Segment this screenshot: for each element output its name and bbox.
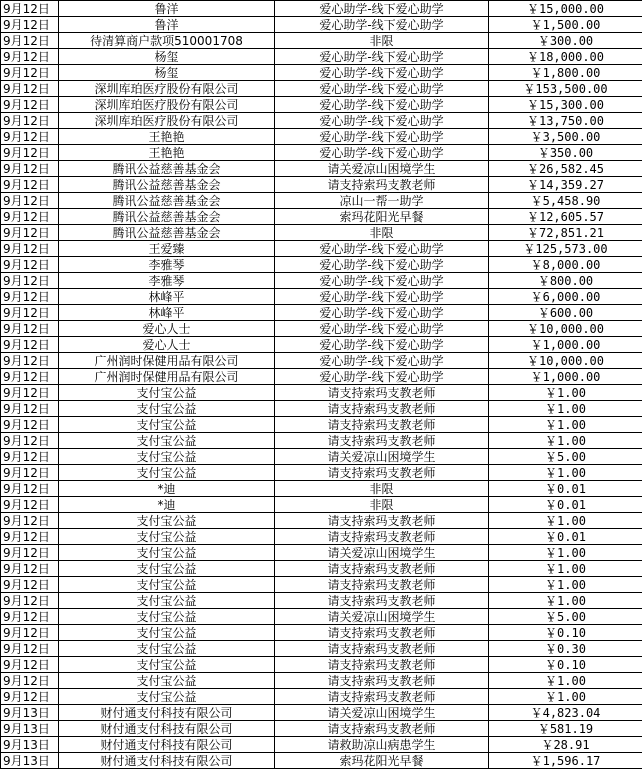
table-row — [1, 177, 642, 193]
donor-cell: 支付宝公益 — [59, 689, 275, 705]
donor-cell: 支付宝公益 — [59, 433, 275, 449]
table-row — [1, 337, 642, 353]
project-cell: 请支持索玛支教老师 — [275, 433, 489, 449]
project-cell: 爱心助学-线下爱心助学 — [275, 369, 489, 385]
date-cell: 9月12日 — [1, 17, 59, 33]
table-row — [1, 17, 642, 33]
date-cell: 9月12日 — [1, 561, 59, 577]
amount-cell: ￥1.00 — [489, 385, 642, 401]
project-cell: 爱心助学-线下爱心助学 — [275, 241, 489, 257]
donor-cell: 王艳艳 — [59, 145, 275, 161]
donor-cell: 林峰平 — [59, 305, 275, 321]
donor-cell: 待清算商户款项510001708 — [59, 33, 275, 49]
project-cell: 请关爱凉山困境学生 — [275, 705, 489, 721]
amount-cell: ￥1,500.00 — [489, 17, 642, 33]
donor-cell: 腾讯公益慈善基金会 — [59, 177, 275, 193]
donor-cell: 林峰平 — [59, 289, 275, 305]
date-cell: 9月12日 — [1, 321, 59, 337]
amount-cell: ￥4,823.04 — [489, 705, 642, 721]
table-row — [1, 209, 642, 225]
amount-cell: ￥1.00 — [489, 689, 642, 705]
amount-cell: ￥5,458.90 — [489, 193, 642, 209]
amount-cell: ￥1.00 — [489, 417, 642, 433]
amount-cell: ￥1.00 — [489, 465, 642, 481]
date-cell: 9月12日 — [1, 49, 59, 65]
date-cell: 9月12日 — [1, 289, 59, 305]
table-row — [1, 1, 642, 17]
project-cell: 爱心助学-线下爱心助学 — [275, 97, 489, 113]
project-cell: 爱心助学-线下爱心助学 — [275, 81, 489, 97]
project-cell: 爱心助学-线下爱心助学 — [275, 65, 489, 81]
date-cell: 9月12日 — [1, 401, 59, 417]
amount-cell: ￥10,000.00 — [489, 321, 642, 337]
donor-cell: 李雅琴 — [59, 273, 275, 289]
table-row — [1, 449, 642, 465]
donor-cell: 李雅琴 — [59, 257, 275, 273]
table-row — [1, 33, 642, 49]
table-row — [1, 593, 642, 609]
table-row — [1, 657, 642, 673]
donor-cell: 财付通支付科技有限公司 — [59, 737, 275, 753]
table-row — [1, 545, 642, 561]
table-row — [1, 257, 642, 273]
donor-cell: *迪 — [59, 481, 275, 497]
table-row — [1, 497, 642, 513]
date-cell: 9月12日 — [1, 641, 59, 657]
project-cell: 爱心助学-线下爱心助学 — [275, 337, 489, 353]
project-cell: 请关爱凉山困境学生 — [275, 609, 489, 625]
table-row — [1, 273, 642, 289]
table-row — [1, 385, 642, 401]
amount-cell: ￥125,573.00 — [489, 241, 642, 257]
amount-cell: ￥10,000.00 — [489, 353, 642, 369]
amount-cell: ￥1,000.00 — [489, 369, 642, 385]
amount-cell: ￥1,596.17 — [489, 753, 642, 769]
project-cell: 凉山一帮一助学 — [275, 193, 489, 209]
amount-cell: ￥5.00 — [489, 609, 642, 625]
donor-cell: 腾讯公益慈善基金会 — [59, 225, 275, 241]
amount-cell: ￥1.00 — [489, 577, 642, 593]
table-row — [1, 289, 642, 305]
project-cell: 请关爱凉山困境学生 — [275, 545, 489, 561]
donor-cell: 王爱臻 — [59, 241, 275, 257]
donor-cell: 支付宝公益 — [59, 385, 275, 401]
project-cell: 请支持索玛支教老师 — [275, 625, 489, 641]
project-cell: 请支持索玛支教老师 — [275, 673, 489, 689]
date-cell: 9月12日 — [1, 129, 59, 145]
table-row — [1, 433, 642, 449]
amount-cell: ￥5.00 — [489, 449, 642, 465]
table-row — [1, 193, 642, 209]
date-cell: 9月13日 — [1, 705, 59, 721]
donation-rows — [1, 1, 642, 769]
donor-cell: 支付宝公益 — [59, 609, 275, 625]
amount-cell: ￥13,750.00 — [489, 113, 642, 129]
date-cell: 9月12日 — [1, 1, 59, 17]
donor-cell: 爱心人士 — [59, 321, 275, 337]
project-cell: 爱心助学-线下爱心助学 — [275, 17, 489, 33]
date-cell: 9月12日 — [1, 81, 59, 97]
date-cell: 9月12日 — [1, 465, 59, 481]
amount-cell: ￥0.10 — [489, 625, 642, 641]
project-cell: 请支持索玛支教老师 — [275, 465, 489, 481]
date-cell: 9月12日 — [1, 513, 59, 529]
date-cell: 9月13日 — [1, 721, 59, 737]
table-row — [1, 161, 642, 177]
project-cell: 请救助凉山病患学生 — [275, 737, 489, 753]
amount-cell: ￥1.00 — [489, 545, 642, 561]
project-cell: 请支持索玛支教老师 — [275, 417, 489, 433]
table-row — [1, 417, 642, 433]
date-cell: 9月12日 — [1, 193, 59, 209]
project-cell: 爱心助学-线下爱心助学 — [275, 257, 489, 273]
date-cell: 9月12日 — [1, 497, 59, 513]
donor-cell: 杨玺 — [59, 49, 275, 65]
table-row — [1, 65, 642, 81]
amount-cell: ￥18,000.00 — [489, 49, 642, 65]
donor-cell: 支付宝公益 — [59, 577, 275, 593]
project-cell: 请支持索玛支教老师 — [275, 689, 489, 705]
table-row — [1, 81, 642, 97]
date-cell: 9月12日 — [1, 337, 59, 353]
table-row — [1, 737, 642, 753]
table-row — [1, 145, 642, 161]
donor-cell: 财付通支付科技有限公司 — [59, 753, 275, 769]
date-cell: 9月12日 — [1, 593, 59, 609]
donor-cell: 杨玺 — [59, 65, 275, 81]
project-cell: 请支持索玛支教老师 — [275, 721, 489, 737]
project-cell: 请支持索玛支教老师 — [275, 657, 489, 673]
project-cell: 非限 — [275, 497, 489, 513]
donor-cell: 支付宝公益 — [59, 561, 275, 577]
amount-cell: ￥1.00 — [489, 401, 642, 417]
amount-cell: ￥15,000.00 — [489, 1, 642, 17]
project-cell: 爱心助学-线下爱心助学 — [275, 353, 489, 369]
amount-cell: ￥1.00 — [489, 673, 642, 689]
donor-cell: 支付宝公益 — [59, 673, 275, 689]
project-cell: 爱心助学-线下爱心助学 — [275, 321, 489, 337]
project-cell: 请支持索玛支教老师 — [275, 561, 489, 577]
amount-cell: ￥350.00 — [489, 145, 642, 161]
amount-cell: ￥1.00 — [489, 593, 642, 609]
amount-cell: ￥3,500.00 — [489, 129, 642, 145]
table-row — [1, 401, 642, 417]
table-row — [1, 609, 642, 625]
date-cell: 9月12日 — [1, 161, 59, 177]
amount-cell: ￥1.00 — [489, 561, 642, 577]
date-cell: 9月12日 — [1, 657, 59, 673]
date-cell: 9月12日 — [1, 241, 59, 257]
donor-cell: 腾讯公益慈善基金会 — [59, 209, 275, 225]
date-cell: 9月12日 — [1, 225, 59, 241]
amount-cell: ￥0.10 — [489, 657, 642, 673]
date-cell: 9月13日 — [1, 753, 59, 769]
table-row — [1, 353, 642, 369]
project-cell: 请关爱凉山困境学生 — [275, 161, 489, 177]
donor-cell: 王艳艳 — [59, 129, 275, 145]
date-cell: 9月12日 — [1, 209, 59, 225]
date-cell: 9月12日 — [1, 481, 59, 497]
table-row — [1, 721, 642, 737]
donor-cell: 支付宝公益 — [59, 641, 275, 657]
table-row — [1, 753, 642, 769]
date-cell: 9月12日 — [1, 97, 59, 113]
donor-cell: 财付通支付科技有限公司 — [59, 721, 275, 737]
date-cell: 9月12日 — [1, 673, 59, 689]
amount-cell: ￥300.00 — [489, 33, 642, 49]
table-row — [1, 225, 642, 241]
table-row — [1, 465, 642, 481]
table-row — [1, 625, 642, 641]
amount-cell: ￥153,500.00 — [489, 81, 642, 97]
amount-cell: ￥72,851.21 — [489, 225, 642, 241]
donor-cell: 支付宝公益 — [59, 593, 275, 609]
donor-cell: 支付宝公益 — [59, 401, 275, 417]
date-cell: 9月12日 — [1, 577, 59, 593]
project-cell: 请关爱凉山困境学生 — [275, 449, 489, 465]
amount-cell: ￥600.00 — [489, 305, 642, 321]
date-cell: 9月12日 — [1, 33, 59, 49]
project-cell: 爱心助学-线下爱心助学 — [275, 113, 489, 129]
date-cell: 9月12日 — [1, 353, 59, 369]
table-row — [1, 689, 642, 705]
donor-cell: 鲁洋 — [59, 1, 275, 17]
donor-cell: 支付宝公益 — [59, 625, 275, 641]
date-cell: 9月12日 — [1, 689, 59, 705]
date-cell: 9月12日 — [1, 449, 59, 465]
donor-cell: 深圳库珀医疗股份有限公司 — [59, 97, 275, 113]
donor-cell: 深圳库珀医疗股份有限公司 — [59, 81, 275, 97]
donor-cell: 鲁洋 — [59, 17, 275, 33]
date-cell: 9月12日 — [1, 305, 59, 321]
project-cell: 请支持索玛支教老师 — [275, 641, 489, 657]
amount-cell: ￥12,605.57 — [489, 209, 642, 225]
project-cell: 索玛花阳光早餐 — [275, 753, 489, 769]
amount-cell: ￥1.00 — [489, 513, 642, 529]
project-cell: 非限 — [275, 225, 489, 241]
project-cell: 爱心助学-线下爱心助学 — [275, 305, 489, 321]
project-cell: 爱心助学-线下爱心助学 — [275, 129, 489, 145]
donor-cell: 广州润时保健用品有限公司 — [59, 353, 275, 369]
amount-cell: ￥800.00 — [489, 273, 642, 289]
amount-cell: ￥0.01 — [489, 481, 642, 497]
amount-cell: ￥28.91 — [489, 737, 642, 753]
amount-cell: ￥14,359.27 — [489, 177, 642, 193]
date-cell: 9月12日 — [1, 369, 59, 385]
table-row — [1, 321, 642, 337]
table-row — [1, 305, 642, 321]
donor-cell: 腾讯公益慈善基金会 — [59, 161, 275, 177]
donor-cell: 深圳库珀医疗股份有限公司 — [59, 113, 275, 129]
date-cell: 9月12日 — [1, 113, 59, 129]
table-row — [1, 97, 642, 113]
project-cell: 非限 — [275, 481, 489, 497]
project-cell: 请支持索玛支教老师 — [275, 577, 489, 593]
table-row — [1, 641, 642, 657]
project-cell: 请支持索玛支教老师 — [275, 385, 489, 401]
project-cell: 请支持索玛支教老师 — [275, 177, 489, 193]
amount-cell: ￥581.19 — [489, 721, 642, 737]
project-cell: 索玛花阳光早餐 — [275, 209, 489, 225]
date-cell: 9月12日 — [1, 545, 59, 561]
amount-cell: ￥1.00 — [489, 433, 642, 449]
date-cell: 9月12日 — [1, 65, 59, 81]
donor-cell: 支付宝公益 — [59, 529, 275, 545]
table-row — [1, 513, 642, 529]
date-cell: 9月12日 — [1, 177, 59, 193]
table-row — [1, 113, 642, 129]
donor-cell: 支付宝公益 — [59, 465, 275, 481]
donor-cell: 爱心人士 — [59, 337, 275, 353]
project-cell: 非限 — [275, 33, 489, 49]
amount-cell: ￥1,800.00 — [489, 65, 642, 81]
donor-cell: 支付宝公益 — [59, 449, 275, 465]
date-cell: 9月12日 — [1, 529, 59, 545]
table-row — [1, 577, 642, 593]
date-cell: 9月12日 — [1, 417, 59, 433]
date-cell: 9月12日 — [1, 625, 59, 641]
donor-cell: 广州润时保健用品有限公司 — [59, 369, 275, 385]
date-cell: 9月12日 — [1, 273, 59, 289]
donor-cell: *迪 — [59, 497, 275, 513]
amount-cell: ￥26,582.45 — [489, 161, 642, 177]
amount-cell: ￥15,300.00 — [489, 97, 642, 113]
table-row — [1, 481, 642, 497]
table-row — [1, 129, 642, 145]
amount-cell: ￥8,000.00 — [489, 257, 642, 273]
project-cell: 爱心助学-线下爱心助学 — [275, 1, 489, 17]
donor-cell: 财付通支付科技有限公司 — [59, 705, 275, 721]
table-row — [1, 241, 642, 257]
project-cell: 爱心助学-线下爱心助学 — [275, 273, 489, 289]
table-row — [1, 705, 642, 721]
amount-cell: ￥1,000.00 — [489, 337, 642, 353]
table-row — [1, 369, 642, 385]
table-row — [1, 49, 642, 65]
date-cell: 9月12日 — [1, 257, 59, 273]
donor-cell: 支付宝公益 — [59, 657, 275, 673]
project-cell: 爱心助学-线下爱心助学 — [275, 145, 489, 161]
amount-cell: ￥0.01 — [489, 497, 642, 513]
project-cell: 请支持索玛支教老师 — [275, 593, 489, 609]
donor-cell: 支付宝公益 — [59, 545, 275, 561]
date-cell: 9月12日 — [1, 145, 59, 161]
donor-cell: 支付宝公益 — [59, 417, 275, 433]
amount-cell: ￥0.30 — [489, 641, 642, 657]
table-row — [1, 529, 642, 545]
date-cell: 9月12日 — [1, 385, 59, 401]
date-cell: 9月12日 — [1, 609, 59, 625]
date-cell: 9月13日 — [1, 737, 59, 753]
project-cell: 请支持索玛支教老师 — [275, 401, 489, 417]
table-row — [1, 673, 642, 689]
project-cell: 请支持索玛支教老师 — [275, 513, 489, 529]
donor-cell: 支付宝公益 — [59, 513, 275, 529]
date-cell: 9月12日 — [1, 433, 59, 449]
amount-cell: ￥6,000.00 — [489, 289, 642, 305]
donor-cell: 腾讯公益慈善基金会 — [59, 193, 275, 209]
project-cell: 爱心助学-线下爱心助学 — [275, 49, 489, 65]
project-cell: 爱心助学-线下爱心助学 — [275, 289, 489, 305]
project-cell: 请支持索玛支教老师 — [275, 529, 489, 545]
table-row — [1, 561, 642, 577]
amount-cell: ￥0.01 — [489, 529, 642, 545]
